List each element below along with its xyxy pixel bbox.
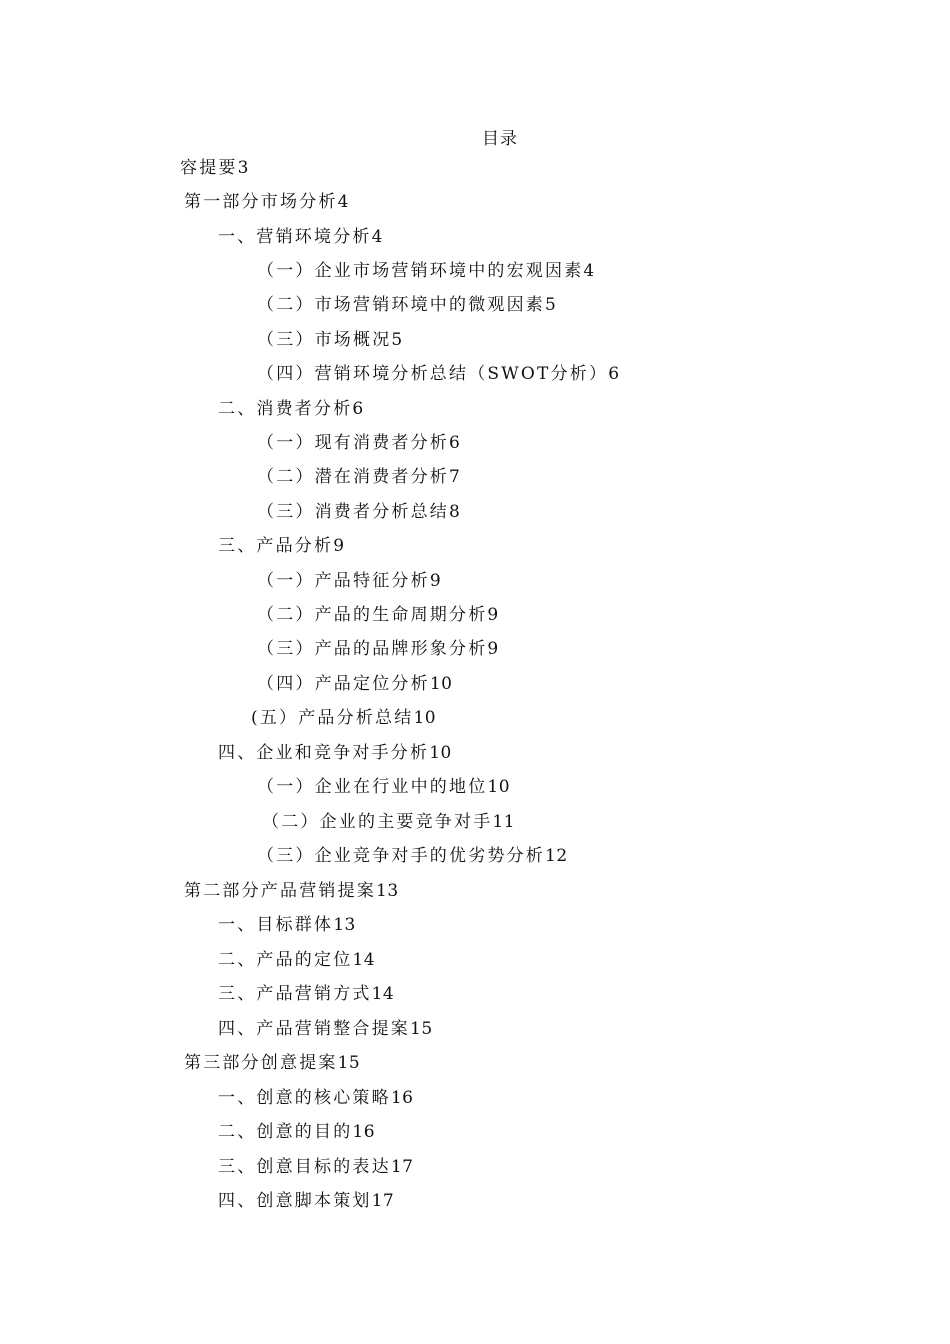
toc-entry-text: 一、营销环境分析 <box>218 227 372 247</box>
toc-page-number: 11 <box>492 812 516 832</box>
toc-entry[interactable] <box>257 359 620 384</box>
toc-entry[interactable] <box>184 1048 360 1073</box>
toc-entry[interactable] <box>257 841 568 866</box>
toc-entry-text: （一）企业市场营销环境中的宏观因素 <box>257 261 584 281</box>
toc-page-number: 4 <box>337 192 349 212</box>
toc-entry-text: 三、创意目标的表达 <box>218 1157 391 1177</box>
toc-page-number: 5 <box>391 330 403 350</box>
toc-entry-text: 第一部分市场分析 <box>184 192 338 212</box>
toc-entry-text: 三、产品分析 <box>218 536 334 556</box>
toc-entry[interactable] <box>218 910 356 935</box>
toc-page-number: 9 <box>487 639 499 659</box>
toc-entry-text: 二、消费者分析 <box>218 399 353 419</box>
toc-entry[interactable] <box>257 290 556 315</box>
toc-page-number: 9 <box>487 605 499 625</box>
toc-entry-text: （二）产品的生命周期分析 <box>257 605 488 625</box>
toc-entry[interactable] <box>257 428 460 453</box>
toc-entry[interactable] <box>218 1117 375 1142</box>
toc-entry[interactable] <box>180 153 249 178</box>
toc-page-number: 8 <box>449 502 461 522</box>
toc-entry[interactable] <box>262 807 515 832</box>
toc-entry[interactable] <box>257 497 460 522</box>
toc-entry[interactable] <box>257 256 595 281</box>
toc-page-number: 16 <box>390 1088 414 1108</box>
toc-entry[interactable] <box>257 600 499 625</box>
toc-page-number: 6 <box>608 364 620 384</box>
toc-entry-text: （三）企业竞争对手的优劣势分析 <box>257 846 545 866</box>
toc-entry-text: （四）产品定位分析 <box>257 674 430 694</box>
toc-entry-text: 四、企业和竞争对手分析 <box>218 743 430 763</box>
toc-entry[interactable] <box>251 703 436 728</box>
toc-page-number: 4 <box>371 227 383 247</box>
toc-entry-text: 一、目标群体 <box>218 915 334 935</box>
toc-entry[interactable] <box>218 394 364 419</box>
toc-entry[interactable] <box>218 979 394 1004</box>
toc-entry[interactable] <box>257 772 510 797</box>
toc-entry-text: （三）产品的品牌形象分析 <box>257 639 488 659</box>
toc-page-number: 6 <box>352 399 364 419</box>
toc-title: 目录 <box>482 129 518 149</box>
toc-entry[interactable] <box>184 876 399 901</box>
toc-entry[interactable] <box>218 1152 413 1177</box>
toc-entry[interactable] <box>257 669 452 694</box>
toc-entry-text: 四、创意脚本策划 <box>218 1191 372 1211</box>
toc-page-number: 10 <box>429 674 453 694</box>
toc-page-number: 6 <box>449 433 461 453</box>
toc-entry-text: （一）企业在行业中的地位 <box>257 777 488 797</box>
toc-page-number: 16 <box>352 1122 376 1142</box>
toc-entry-text: （二）潜在消费者分析 <box>257 467 449 487</box>
toc-page-number: 10 <box>413 708 437 728</box>
toc-entry[interactable] <box>257 566 441 591</box>
toc-entry[interactable] <box>218 1186 394 1211</box>
toc-entry[interactable] <box>257 462 460 487</box>
toc-page-number: 10 <box>429 743 452 763</box>
toc-entry[interactable] <box>218 738 452 763</box>
toc-entry-text: 第三部分创意提案 <box>184 1053 338 1073</box>
toc-entry-text: （二）市场营销环境中的微观因素 <box>257 295 545 315</box>
toc-page-number: 4 <box>583 261 595 281</box>
toc-entry[interactable] <box>218 531 345 556</box>
toc-entry-text: （一）产品特征分析 <box>257 571 430 591</box>
toc-page-number: 15 <box>337 1053 361 1073</box>
toc-page-number: 17 <box>371 1191 395 1211</box>
toc-entry-text: 二、产品的定位 <box>218 950 353 970</box>
toc-entry[interactable] <box>257 634 499 659</box>
toc-page-number: 10 <box>487 777 511 797</box>
toc-entry-text: （三）消费者分析总结 <box>257 502 449 522</box>
toc-page-number: 15 <box>410 1019 433 1039</box>
toc-entry-text: 第二部分产品营销提案 <box>184 881 376 901</box>
toc-entry[interactable] <box>218 945 375 970</box>
toc-entry-text: 四、产品营销整合提案 <box>218 1019 410 1039</box>
toc-page-number: 13 <box>333 915 356 935</box>
toc-entry-text: 一、创意的核心策略 <box>218 1088 391 1108</box>
toc-entry-text: 二、创意的目的 <box>218 1122 353 1142</box>
toc-entry[interactable] <box>218 222 383 247</box>
toc-entry-text: （四）营销环境分析总结（SWOT分析） <box>257 364 609 384</box>
toc-entry-text: 容提要 <box>180 158 238 178</box>
toc-page-number: 14 <box>352 950 376 970</box>
toc-page-number: 9 <box>429 571 442 591</box>
toc-page-number: 17 <box>390 1157 414 1177</box>
toc-entry[interactable] <box>218 1083 413 1108</box>
toc-entry-text: （一）现有消费者分析 <box>257 433 449 453</box>
toc-page-number: 7 <box>449 467 461 487</box>
toc-entry-text: 三、产品营销方式 <box>218 984 372 1004</box>
toc-entry[interactable] <box>218 1014 433 1039</box>
toc-page-number: 14 <box>371 984 395 1004</box>
toc-page-number: 3 <box>237 158 249 178</box>
toc-page-number: 13 <box>376 881 399 901</box>
toc-entry[interactable] <box>184 187 349 212</box>
toc-page-number: 12 <box>545 846 568 866</box>
toc-entry-text: (五）产品分析总结 <box>251 708 414 728</box>
toc-page-number: 9 <box>333 536 345 556</box>
toc-entry-text: （二）企业的主要竞争对手 <box>262 812 493 832</box>
toc-entry-text: （三）市场概况 <box>257 330 392 350</box>
toc-entry[interactable] <box>257 325 403 350</box>
toc-page-number: 5 <box>545 295 557 315</box>
